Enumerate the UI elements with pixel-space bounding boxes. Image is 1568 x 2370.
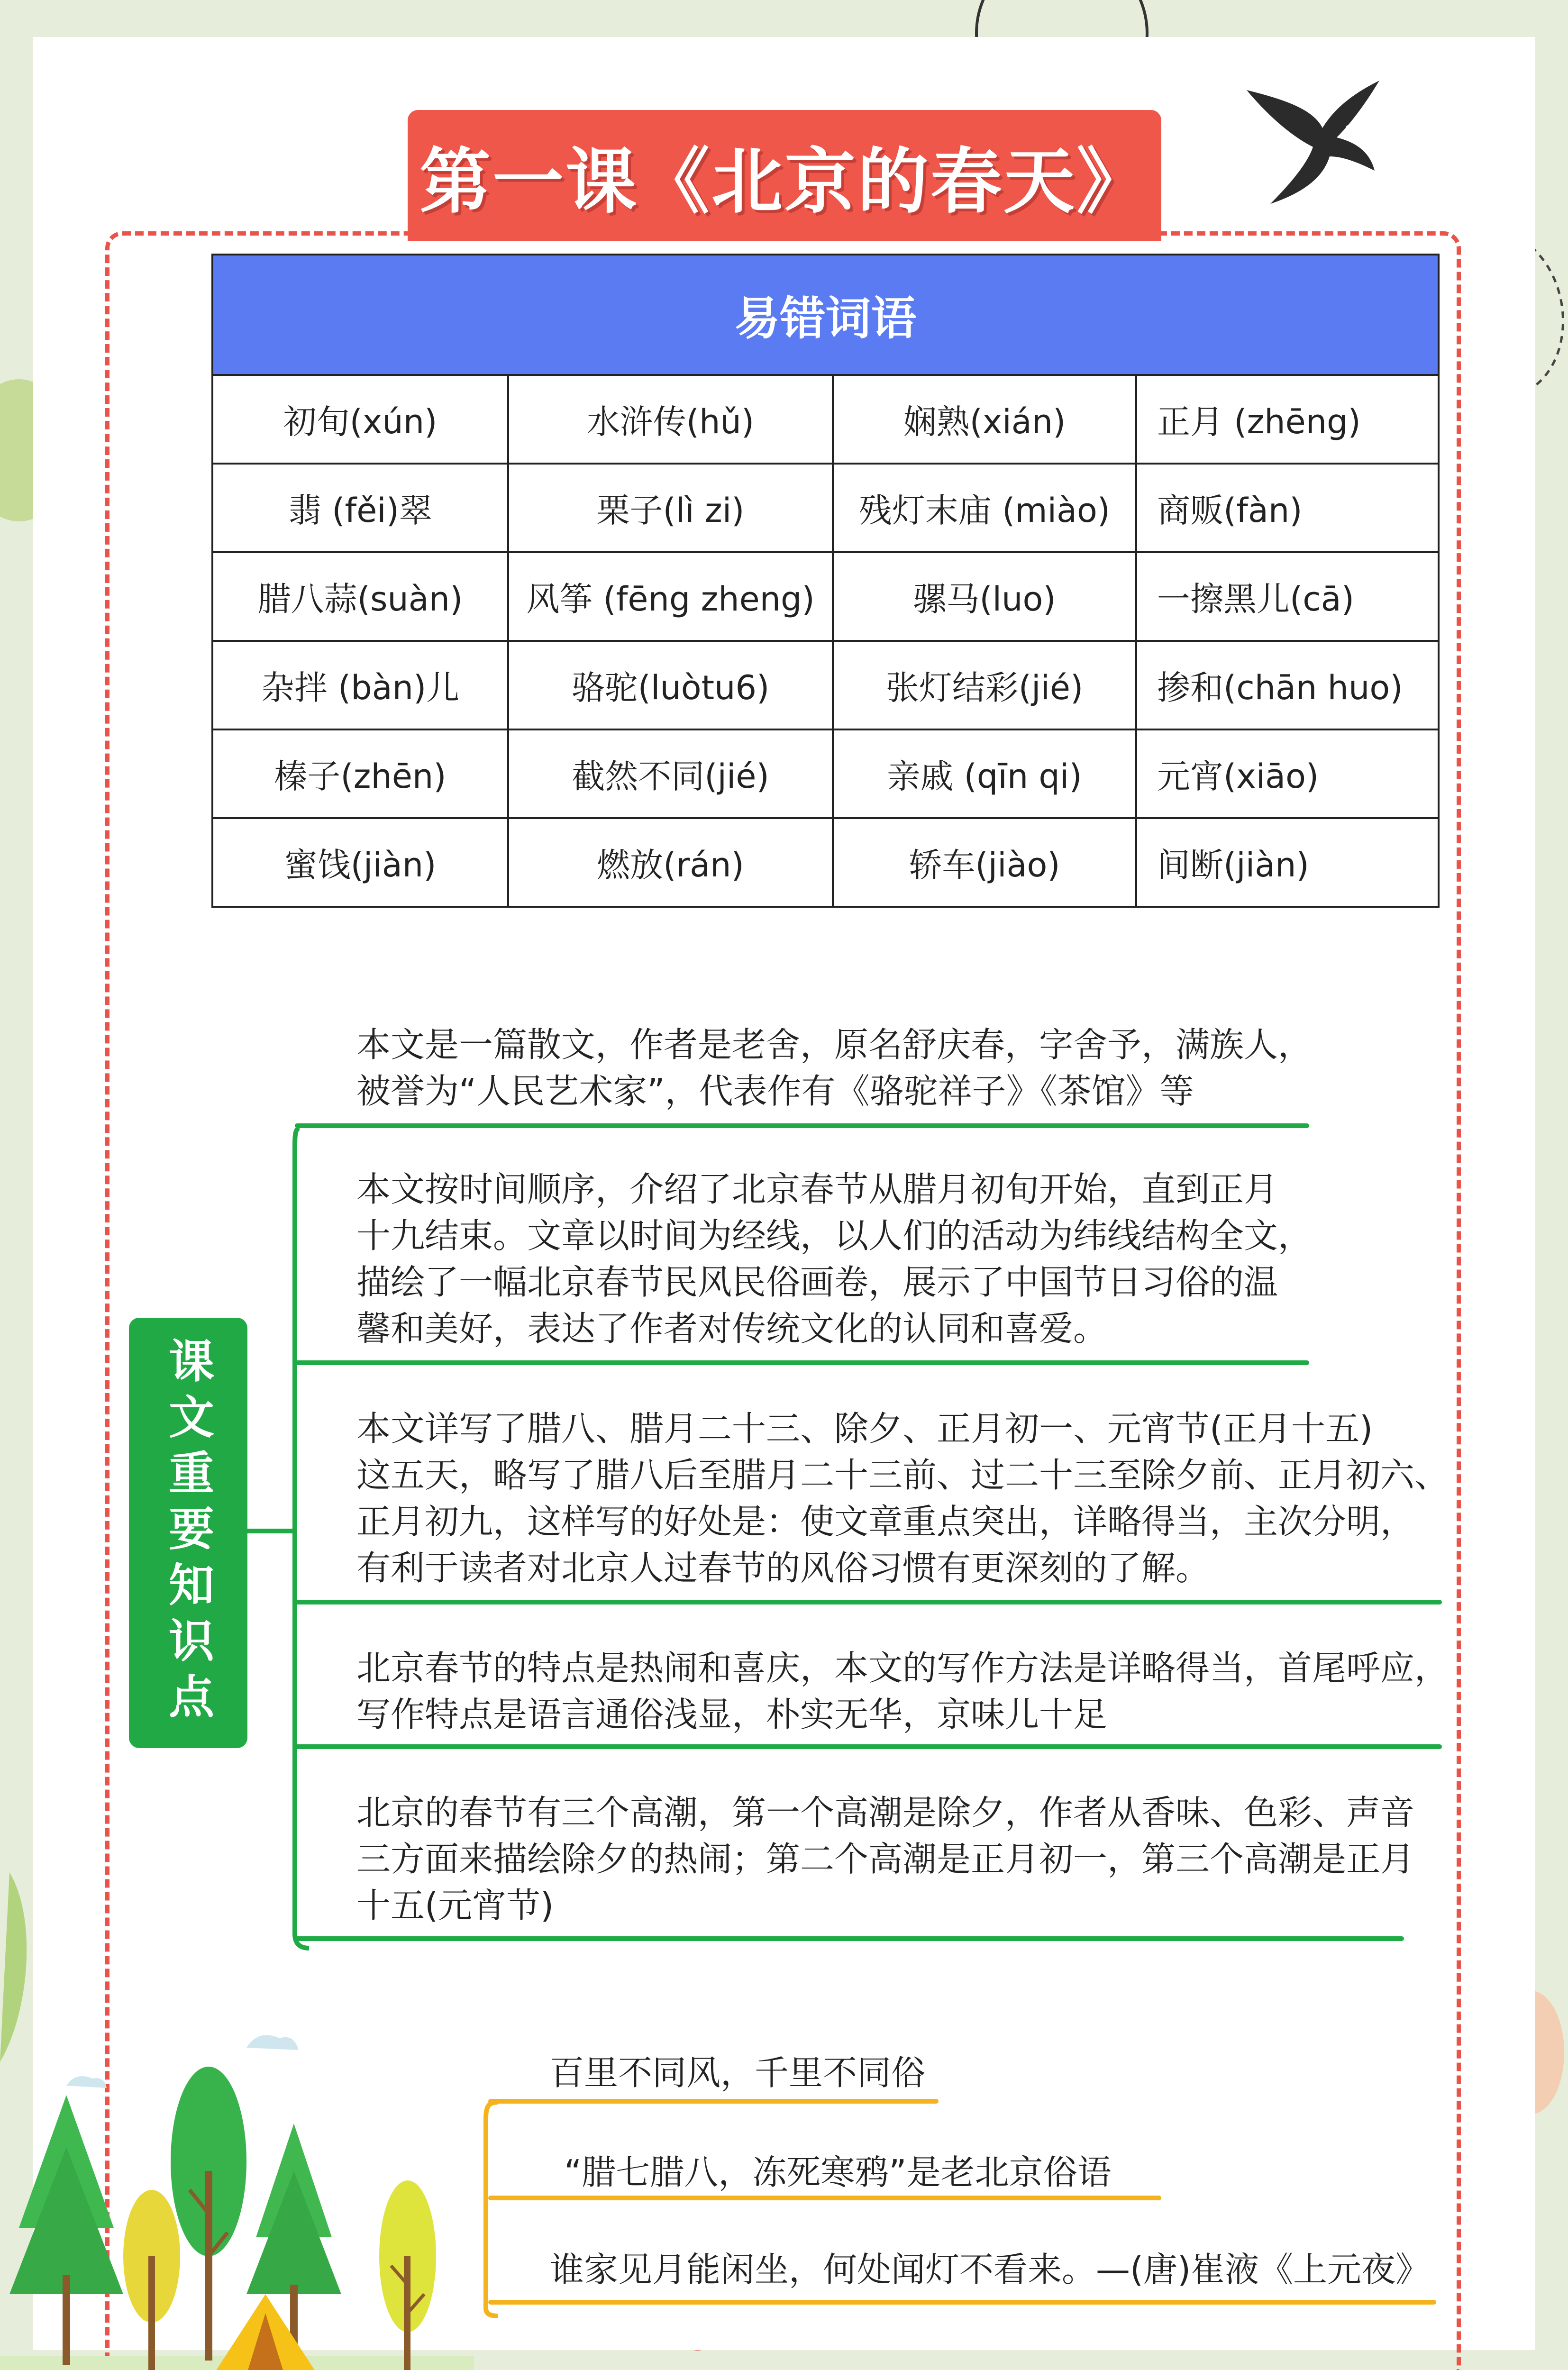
table-row: [212, 729, 1439, 818]
knowledge-divider: [295, 1123, 1309, 1128]
table-cell: 正月 (zhēng): [1136, 375, 1439, 464]
knowledge-label-text: 课文重要知识点: [161, 1337, 215, 1729]
knowledge-item: 本文详写了腊八、腊月二十三、除夕、正月初一、元宵节(正月十五) 这五天，略写了腊八后至腊月二十三前、过二十三至除夕前、正月初六、 正月初九，这样写的好处是：使文章重点突出，详略得当，主次分明， 有利于读者对北京人过春节的风俗习惯有更深刻的了解。: [356, 1409, 1449, 1588]
table-row: [212, 464, 1439, 552]
proverb-divider: [488, 2196, 1161, 2200]
table-cell: 元宵(xiāo): [1136, 729, 1439, 818]
table-cell: 腊八蒜(suàn): [212, 552, 508, 641]
proverb-item: “腊七腊八，冻死寒鸦”是老北京俗语: [564, 2152, 1112, 2192]
proverb-item: 百里不同风，千里不同俗: [550, 2053, 926, 2093]
table-cell: 风筝 (fēng zheng): [508, 552, 833, 641]
table-cell: 亲戚 (qīn qi): [833, 729, 1136, 818]
forest-illustration: [0, 1991, 474, 2370]
table-cell: 残灯末庙 (miào): [833, 464, 1136, 552]
swallow-icon: [1242, 71, 1384, 209]
table-row: [212, 375, 1439, 464]
table-cell: 骆驼(luòtu6): [508, 641, 833, 729]
knowledge-item: 本文是一篇散文，作者是老舍，原名舒庆春，字舍予，满族人， 被誉为“人民艺术家”，代表作有《骆驼祥子》《茶馆》等: [356, 1025, 1313, 1111]
proverb-item: 谁家见月能闲坐，何处闻灯不看来。—(唐)崔液《上元夜》: [550, 2250, 1430, 2289]
knowledge-divider: [295, 1936, 1404, 1941]
table-cell: 杂拌 (bàn)儿: [212, 641, 508, 729]
knowledge-item: 北京的春节有三个高潮，第一个高潮是除夕，作者从香味、色彩、声音 三方面来描绘除夕的热闹；第二个高潮是正月初一，第三个高潮是正月 十五(元宵节): [356, 1793, 1415, 1925]
knowledge-divider: [295, 1600, 1442, 1604]
table-cell: 一擦黑儿(cā): [1136, 552, 1439, 641]
table-cell: 轿车(jiào): [833, 818, 1136, 907]
proverb-connector: [479, 2100, 498, 2318]
knowledge-divider: [295, 1744, 1442, 1749]
table-cell: 初旬(xún): [212, 375, 508, 464]
table-cell: 截然不同(jié): [508, 729, 833, 818]
knowledge-label: [129, 1318, 247, 1748]
table-cell: 娴熟(xián): [833, 375, 1136, 464]
table-row: [212, 552, 1439, 641]
table-cell: 水浒传(hǔ): [508, 375, 833, 464]
table-row: [212, 641, 1439, 729]
knowledge-divider: [295, 1360, 1309, 1365]
table-cell: 榛子(zhēn): [212, 729, 508, 818]
knowledge-item: 本文按时间顺序，介绍了北京春节从腊月初旬开始，直到正月 十九结束。文章以时间为经线，以人们的活动为纬线结构全文， 描绘了一幅北京春节民风民俗画卷，展示了中国节日习俗的温 馨和美好，表达了作者对传统文化的认同和喜爱。: [356, 1169, 1313, 1349]
page-title: 第一课《北京的春天》: [419, 141, 1149, 223]
table-cell: 间断(jiàn): [1136, 818, 1439, 907]
proverb-divider: [488, 2099, 939, 2104]
table-cell: 商贩(fàn): [1136, 464, 1439, 552]
table-cell: 栗子(lì zi): [508, 464, 833, 552]
table-row: [212, 818, 1439, 907]
proverb-divider: [488, 2300, 1436, 2305]
knowledge-connector: [247, 1128, 309, 1953]
knowledge-item: 北京春节的特点是热闹和喜庆，本文的写作方法是详略得当，首尾呼应， 写作特点是语言通俗浅显，朴实无华，京味儿十足: [356, 1648, 1449, 1734]
table-cell: 翡 (fěi)翠: [212, 464, 508, 552]
table-cell: 骡马(luo): [833, 552, 1136, 641]
table-cell: 燃放(rán): [508, 818, 833, 907]
vocab-table-heading: 易错词语: [212, 255, 1439, 375]
table-cell: 张灯结彩(jié): [833, 641, 1136, 729]
table-cell: 掺和(chān huo): [1136, 641, 1439, 729]
title-banner: [408, 110, 1161, 241]
table-cell: 蜜饯(jiàn): [212, 818, 508, 907]
vocab-table: [211, 254, 1440, 908]
